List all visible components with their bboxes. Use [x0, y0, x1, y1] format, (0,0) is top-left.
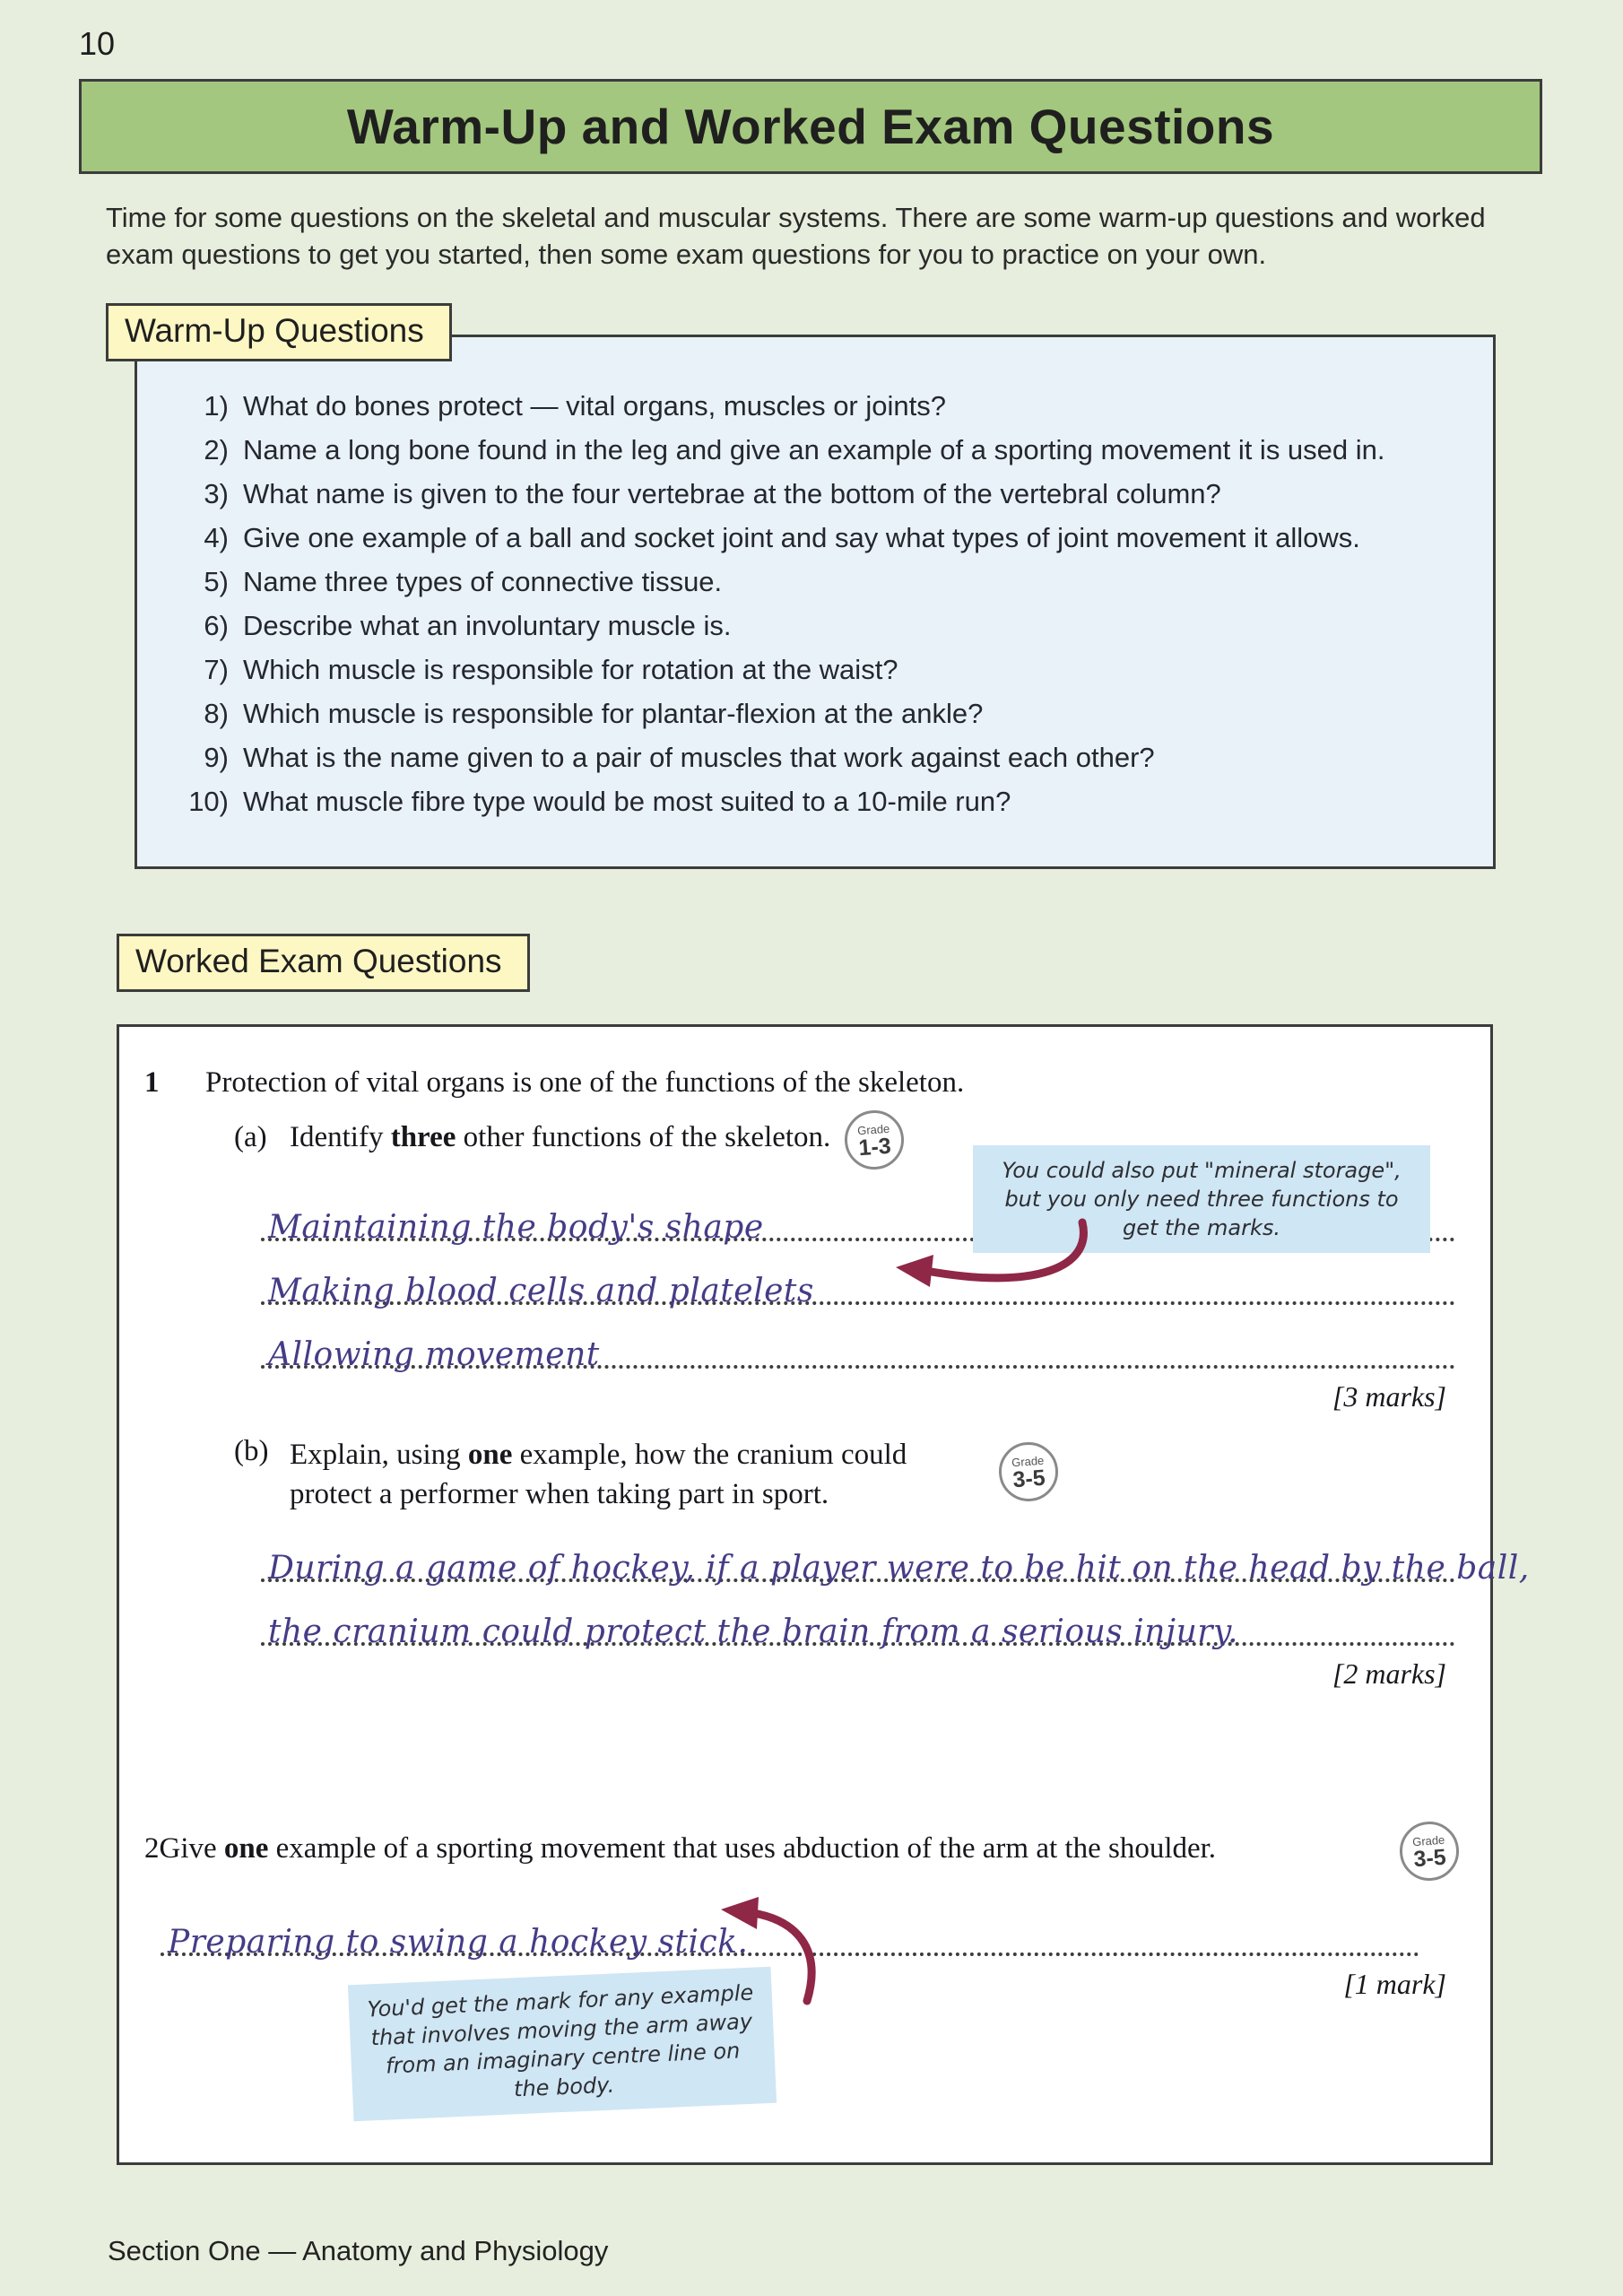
warmup-question-7 — [177, 653, 1466, 686]
exam-question-number: 2 — [144, 1832, 160, 1865]
answer-line — [261, 1590, 1459, 1654]
worked-exam-questions-box — [117, 1024, 1530, 2165]
answer-line — [261, 1526, 1530, 1590]
grade-badge-range: 3-5 — [1011, 1465, 1046, 1492]
grade-badge-1b — [997, 1440, 1060, 1503]
question-number: 1) — [204, 390, 229, 422]
hint-arrow-1 — [883, 1215, 1098, 1309]
handwritten-answer: Allowing movement — [268, 1336, 600, 1373]
grade-badge-range: 1-3 — [857, 1133, 892, 1161]
part-text-post: example, how the cranium could protect a performer when taking part in sport. — [290, 1439, 907, 1510]
question-number: 4) — [204, 522, 229, 553]
question-text-post: example of a sporting movement that uses abduction of the arm at the shoulder. — [268, 1832, 1217, 1865]
question-1b — [234, 1435, 1459, 1514]
handwritten-answer: Maintaining the body's shape — [268, 1209, 764, 1246]
part-text — [290, 1121, 830, 1154]
question-text: Give one example of a ball and socket joint and say what types of joint movement it allows. — [243, 522, 1360, 553]
warmup-question-5 — [177, 565, 1466, 598]
question-number: 2) — [204, 434, 229, 465]
question-number: 3) — [204, 478, 229, 509]
warmup-question-4 — [177, 521, 1466, 554]
exam-question-text — [160, 1832, 1386, 1866]
handwritten-answer: the cranium could protect the brain from a serious injury. — [268, 1613, 1238, 1650]
part-label: (b) — [234, 1435, 269, 1467]
hint-box-abduction: You'd get the mark for any example that involves moving the arm away from an imaginary centre line on the body. — [348, 1967, 777, 2121]
question-text: Which muscle is responsible for rotation at the waist? — [243, 654, 898, 685]
part-text-pre: Explain, using — [290, 1439, 468, 1471]
question-text: Which muscle is responsible for plantar-flexion at the ankle? — [243, 698, 984, 729]
question-number: 8) — [204, 698, 229, 729]
grade-badge-word: Grade — [1011, 1453, 1045, 1469]
part-text-bold: one — [467, 1439, 513, 1471]
warmup-question-9 — [177, 741, 1466, 774]
handwritten-answer: Preparing to swing a hockey stick. — [168, 1924, 749, 1961]
warmup-section-label: Warm-Up Questions — [106, 303, 452, 361]
question-text: Describe what an involuntary muscle is. — [243, 610, 732, 641]
hint-arrow-2 — [707, 1895, 828, 2007]
warmup-question-8 — [177, 697, 1466, 730]
exam-question-number: 1 — [144, 1066, 160, 1099]
question-text: What name is given to the four vertebrae at the bottom of the vertebral column? — [243, 478, 1221, 509]
intro-text: Time for some questions on the skeletal and muscular systems. There are some warm-up questions and worked exam questions to get you started, then some exam questions for you to practice on your own. — [106, 202, 1486, 270]
warmup-question-1 — [177, 389, 1466, 422]
warmup-question-3 — [177, 477, 1466, 510]
part-label: (a) — [234, 1121, 267, 1153]
exam-question-text: Protection of vital organs is one of the functions of the skeleton. — [205, 1066, 965, 1099]
page-title-banner — [79, 79, 1542, 174]
question-text: Name three types of connective tissue. — [243, 566, 723, 597]
handwritten-answer: During a game of hockey, if a player were to be hit on the head by the ball, — [268, 1550, 1530, 1587]
question-text-bold: one — [223, 1832, 269, 1865]
question-number: 6) — [204, 610, 229, 641]
question-number: 7) — [204, 654, 229, 685]
question-number: 9) — [204, 742, 229, 773]
exam-question-1 — [144, 1066, 1459, 1100]
grade-badge-word: Grade — [856, 1121, 891, 1137]
grade-badge-2 — [1398, 1820, 1461, 1883]
warmup-question-6 — [177, 609, 1466, 642]
part-text — [290, 1435, 985, 1514]
answer-line — [261, 1249, 1459, 1313]
grade-badge-word: Grade — [1411, 1832, 1445, 1848]
question-text: What muscle fibre type would be most suited to a 10-mile run? — [243, 786, 1011, 817]
question-text: Name a long bone found in the leg and give an example of a sporting movement it is used in. — [243, 434, 1385, 465]
grade-badge-range: 3-5 — [1412, 1844, 1447, 1872]
marks-label-1a: [3 marks] — [1332, 1380, 1446, 1413]
page-number: 10 — [79, 25, 116, 62]
warmup-question-10 — [177, 785, 1466, 818]
part-text-pre: Identify — [290, 1121, 391, 1153]
grade-badge-1a — [843, 1109, 906, 1171]
handwritten-answer: Making blood cells and platelets — [268, 1273, 814, 1309]
question-text: What is the name given to a pair of muscles that work against each other? — [243, 742, 1155, 773]
question-number: 10) — [188, 786, 229, 817]
worked-exam-section-label: Worked Exam Questions — [117, 934, 530, 992]
worked-exam-section — [79, 934, 1542, 2165]
question-text-pre: Give — [159, 1832, 224, 1865]
part-text-bold: three — [390, 1121, 456, 1153]
answers-1b — [261, 1526, 1530, 1654]
question-text: What do bones protect — vital organs, muscles or joints? — [243, 390, 946, 422]
part-text-post: other functions of the skeleton. — [456, 1121, 831, 1153]
exam-question-2 — [144, 1832, 1459, 1892]
answer-line — [261, 1313, 1459, 1377]
marks-label-1b: [2 marks] — [1332, 1657, 1446, 1690]
section-footer: Section One — Anatomy and Physiology — [108, 2235, 609, 2266]
question-number: 5) — [204, 566, 229, 597]
warmup-section — [79, 303, 1542, 869]
hint-box-mineral-storage: You could also put "mineral storage", but you only need three functions to get the marks. — [973, 1145, 1430, 1253]
marks-label-2: [1 mark] — [1343, 1968, 1446, 2000]
warmup-questions-box — [135, 335, 1496, 869]
page-title: Warm-Up and Worked Exam Questions — [346, 99, 1275, 154]
warmup-question-2 — [177, 433, 1466, 466]
